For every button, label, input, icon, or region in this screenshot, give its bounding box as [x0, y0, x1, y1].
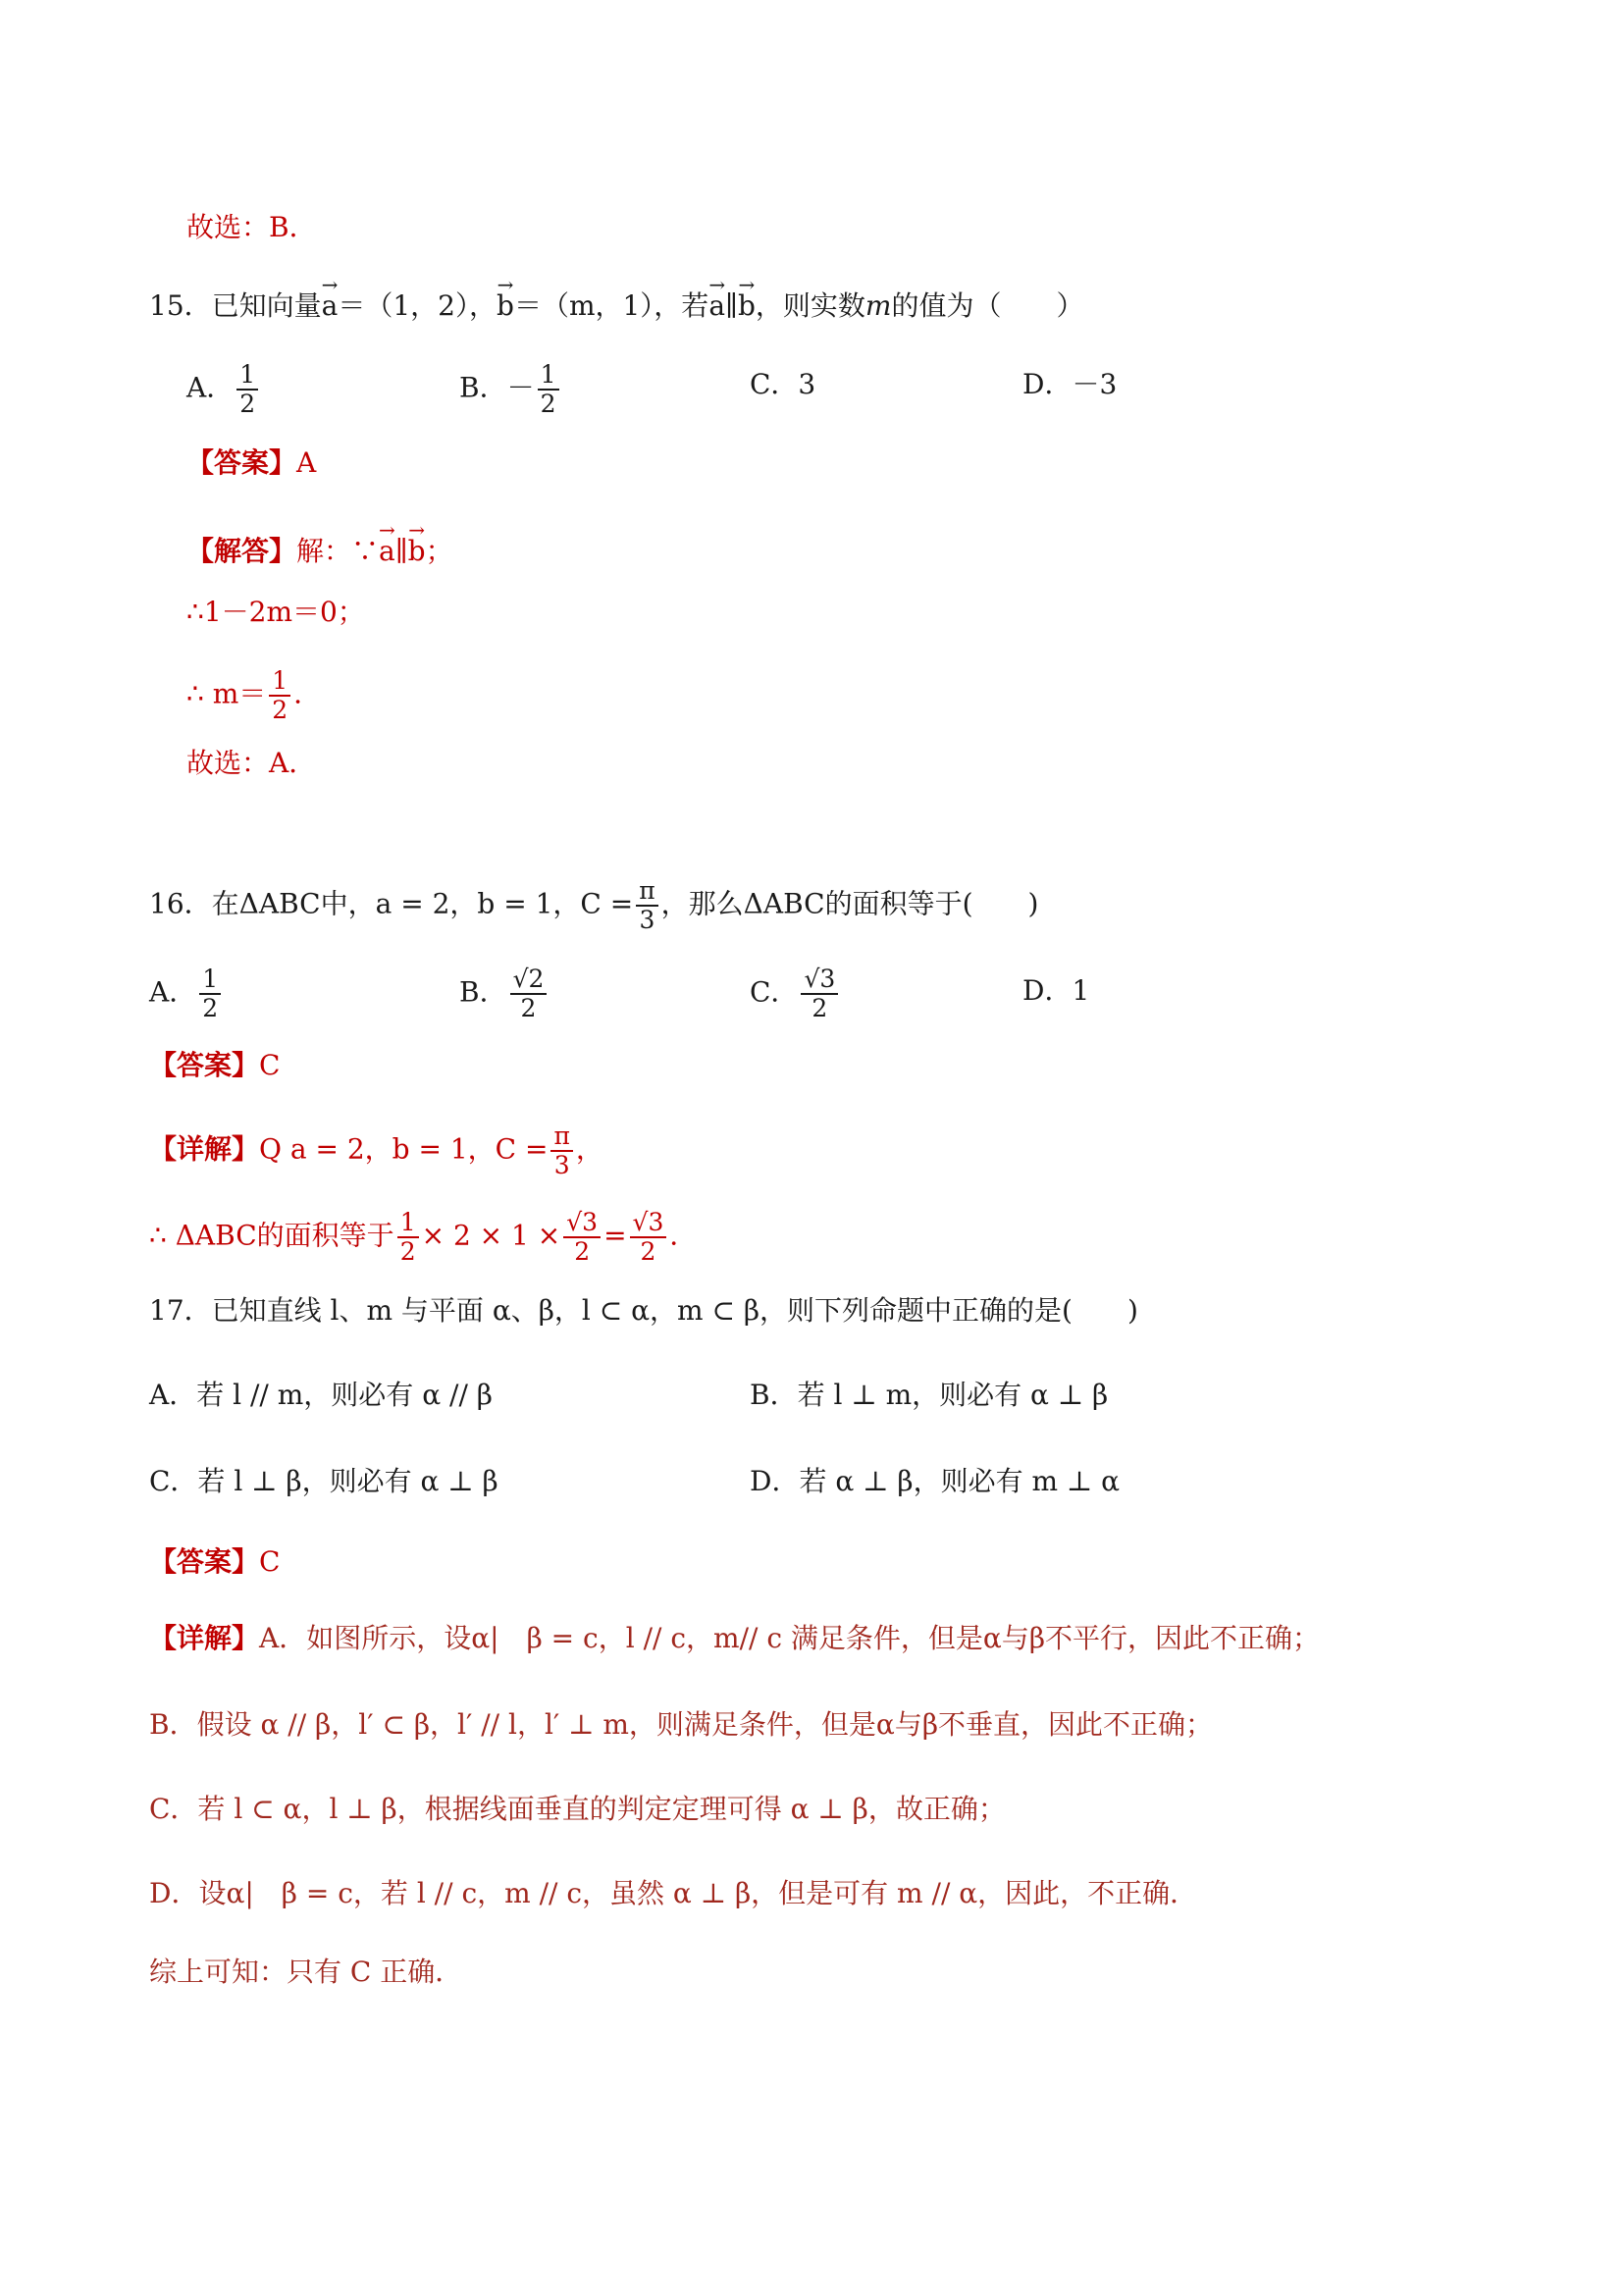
q15-option-d[interactable]: D．－3: [1022, 368, 1118, 400]
q17-detail-d: D．设α| β = c，若 l // c，m // c，虽然 α ⊥ β，但是可有 m // α，因此，不正确．: [149, 1877, 1198, 1909]
q17-detail-a: 【详解】A．如图所示，设α| β = c，l // c，m// c 满足条件，但是α与β不平行，因此不正确；: [149, 1622, 1321, 1654]
q17-stem: 17．已知直线 l、m 与平面 α、β，l ⊂ α，m ⊂ β，则下列命题中正确的是( ): [149, 1294, 1138, 1327]
q15-solution: 【解答】解：∵→ a∥→ b；: [186, 524, 453, 571]
q15-stem: 15．已知向量→ a＝（1，2），→ b＝（m，1），若→ a∥→ b，则实数m的值为（ ）: [149, 279, 1083, 326]
q17-option-d[interactable]: D．若 α ⊥ β，则必有 m ⊥ α: [750, 1465, 1121, 1497]
q16-stem: 16．在ΔABC中，a = 2，b = 1，C = $\frac{\pi}{3}$ ，那么ΔABC的面积等于( ): [149, 876, 1039, 934]
q17-detail-b: B．假设 α // β，l′ ⊂ β，l′ // l，l′ ⊥ m，则满足条件，但是α与β不垂直，因此不正确；: [149, 1708, 1214, 1741]
q15-option-c[interactable]: C．3: [750, 368, 816, 400]
q15-option-a[interactable]: A． $\frac{1}{2}$: [186, 361, 261, 418]
q15-answer: 【答案】A: [186, 446, 317, 479]
q15-option-b[interactable]: B．－ $\frac{1}{2}$: [459, 361, 562, 418]
prev-conclusion: 故选：B．: [186, 211, 317, 243]
q17-answer: 【答案】C: [149, 1545, 281, 1578]
q16-option-a[interactable]: A． $\frac{1}{2}$: [149, 965, 224, 1022]
q16-option-c[interactable]: C． $\frac{√3}{2}$: [750, 965, 841, 1022]
q16-detail: 【详解】Q a = 2，b = 1，C = $\frac{\pi}{3}$ ，: [149, 1122, 603, 1179]
q16-answer: 【答案】C: [149, 1049, 281, 1081]
q17-option-b[interactable]: B．若 l ⊥ m，则必有 α ⊥ β: [750, 1379, 1109, 1411]
q16-area: ∴ ΔABC的面积等于 $\frac{1}{2}$ × 2 × 1 × $\frac{√3}{2}$ = $\frac{√3}{2}$ ．: [149, 1208, 698, 1266]
q17-option-c[interactable]: C．若 l ⊥ β，则必有 α ⊥ β: [149, 1465, 498, 1497]
q15-step-1: ∴1－2m＝0；: [186, 596, 365, 628]
q17-option-a[interactable]: A．若 l // m，则必有 α // β: [149, 1379, 493, 1411]
q17-summary: 综上可知：只有 C 正确．: [149, 1956, 463, 1988]
q16-option-b[interactable]: B． $\frac{√2}{2}$: [459, 965, 550, 1022]
q17-detail-c: C．若 l ⊂ α，l ⊥ β，根据线面垂直的判定定理可得 α ⊥ β，故正确；: [149, 1793, 1006, 1825]
q15-step-2: ∴ m＝ $\frac{1}{2}$ ．: [186, 666, 322, 724]
q15-conclusion: 故选：A．: [186, 747, 317, 779]
q16-option-d[interactable]: D．1: [1022, 974, 1090, 1007]
